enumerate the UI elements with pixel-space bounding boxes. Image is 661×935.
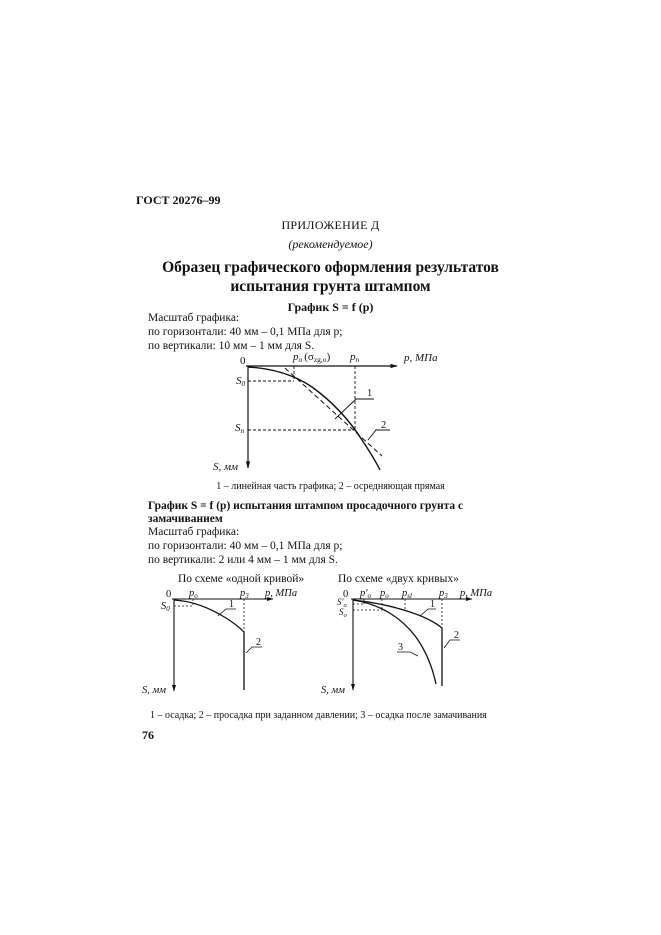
callout-1-leader (335, 399, 374, 419)
averaging-line (285, 368, 382, 456)
left-callout-1-label: 1 (229, 599, 234, 610)
origin-label: 0 (240, 355, 246, 367)
right-callout-3-label: 3 (398, 642, 403, 653)
right-p-axis-label: p, МПа (460, 588, 493, 599)
right-s0-label: $S_o$ (339, 607, 347, 619)
figure-2-scale-vertical: по вертикали: 2 или 4 мм – 1 мм для S. (148, 554, 338, 566)
right-callout-2-label: 2 (454, 630, 459, 641)
pn-label: pп (350, 351, 360, 364)
right-p0-label: po (380, 588, 389, 600)
figure-2-title-line-1: График S = f (p) испытания штампом просадочного грунта с (148, 500, 464, 512)
page-title-line-2: испытания грунта штампом (230, 278, 431, 295)
figure-1-scale-title: Масштаб графика: (148, 312, 240, 324)
callout-1-label: 1 (367, 388, 373, 399)
left-s0-label: S0 (161, 601, 170, 613)
left-p-axis-label: p, МПа (265, 588, 298, 599)
figure-2-title (148, 500, 463, 526)
right-subtitle: По схеме «двух кривых» (338, 573, 459, 585)
right-callout-1-label: 1 (430, 599, 435, 610)
appendix-note: (рекомендуемое) (288, 237, 373, 251)
figure-2-caption: 1 – осадка; 2 – просадка при заданном давлении; 3 – осадка после замачивания (150, 710, 487, 721)
left-origin-label: 0 (166, 589, 172, 600)
left-p3-label: p3 (240, 588, 249, 600)
left-s-axis-label: S, мм (142, 685, 166, 696)
page-number: 76 (142, 728, 154, 742)
right-settlement-curve (353, 600, 442, 628)
right-p0-prime-label: p'o (360, 588, 371, 600)
sn-label: Sn (235, 422, 245, 435)
left-subtitle: По схеме «одной кривой» (178, 573, 305, 585)
page-title-line-1: Образец графического оформления результатов (162, 259, 499, 276)
figure-1-scale-horizontal: по горизонтали: 40 мм – 0,1 МПа для p; (148, 326, 343, 338)
figure-2-scale-title: Масштаб графика: (148, 526, 240, 538)
figure-1-title: График S = f (p) (287, 300, 374, 314)
p-axis-label: p, МПа (404, 352, 438, 364)
right-origin-label: 0 (343, 589, 349, 600)
right-s-axis-label: S, мм (321, 685, 345, 696)
figure-2-title-line-2: замачиванием (148, 513, 223, 525)
left-callout-2-label: 2 (256, 637, 261, 648)
figure-1-scale-vertical: по вертикали: 10 мм – 1 мм для S. (148, 340, 315, 352)
s-axis-label: S, мм (213, 461, 239, 473)
figure-1-caption: 1 – линейная часть графика; 2 – осредняющая прямая (216, 481, 445, 492)
p0-label: po (σzg,o) (293, 351, 331, 364)
right-s0-prime-label: $S'_o$ (337, 597, 347, 609)
left-p0-label: po (189, 588, 198, 600)
s0-label: S0 (236, 375, 246, 388)
callout-2-label: 2 (381, 420, 387, 431)
settlement-curve (248, 367, 380, 470)
right-p3-label: p3 (439, 588, 448, 600)
right-callout-1-leader (420, 609, 436, 616)
right-callout-2-leader (444, 640, 460, 648)
right-psl-label: psl (402, 588, 412, 600)
figure-2-scale-horizontal: по горизонтали: 40 мм – 0,1 МПа для p; (148, 540, 343, 552)
callout-2-leader (368, 430, 390, 440)
appendix-label: ПРИЛОЖЕНИЕ Д (281, 218, 380, 232)
document-code: ГОСТ 20276–99 (136, 193, 221, 207)
